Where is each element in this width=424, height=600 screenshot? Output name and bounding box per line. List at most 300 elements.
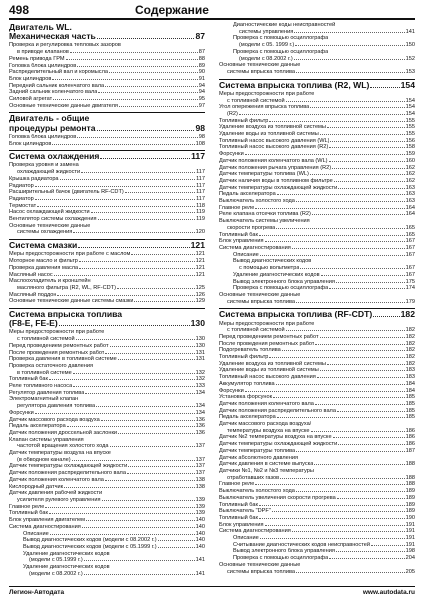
entry-title: Датчик положения распределительного вала [9,470,126,477]
toc-right-column [219,22,415,575]
toc-entry [219,238,415,245]
entry-page-number: 189 [405,488,415,495]
entry-title: Вывод электронного блока управления [233,278,335,285]
entry-title: Насос охлаждающей жидкости [9,209,90,216]
entry-page-number: 190 [405,514,415,521]
toc-entry [9,557,205,564]
toc-entry [9,265,205,272]
entry-page-number: 185 [405,414,415,421]
entry-title: Датчик массового расхода воздуха/ [219,421,312,428]
toc-entry [9,285,205,292]
section-title: Система смазки [9,240,78,251]
toc-entry [219,555,415,562]
entry-page-number: 154 [405,104,415,111]
entry-title: Датчик положения рычага управления (R2) [219,164,332,171]
section-title: (F8-E, FE-E) [9,318,58,329]
toc-entry [219,468,415,475]
entry-title: Клапан системы управления [9,436,84,443]
entry-title: Топливный бак [9,376,48,383]
toc-entry [219,205,415,212]
entry-page-number: 205 [405,568,415,575]
toc-entry [219,515,415,522]
toc-entry [9,571,205,578]
toc-entry [219,401,415,408]
toc-entry [9,176,205,183]
toc-entry [9,437,205,444]
entry-page-number: 167 [405,265,415,272]
entry-page-number: 204 [405,555,415,562]
toc-entry [219,158,415,165]
toc-entry [9,376,205,383]
toc-entry [219,178,415,185]
entry-title: Меры предосторожности при работе [219,90,315,97]
entry-page-number: 162 [405,164,415,171]
entry-title: Датчик давления рабочей жидкости [9,490,103,497]
section-title: Двигатель WL. [9,22,72,32]
entry-page-number: 139 [195,497,205,503]
entry-page-number: 182 [405,360,415,367]
toc-entry [219,548,415,555]
toc-entry [219,185,415,192]
toc-entry [219,198,415,205]
entry-page-number: 130 [195,342,205,349]
toc-entry [219,367,415,374]
toc-entry [219,495,415,502]
entry-title: Главное реле [219,204,255,211]
section-title: Система впрыска топлива (R2, WL) [219,79,370,90]
entry-title: Подогреватель топлива [219,347,281,354]
entry-title: Блок управления [219,238,264,245]
entry-title: Реле топливного насоса [9,383,73,390]
toc-section-heading [219,79,415,90]
entry-page-number: 137 [195,443,205,450]
entry-title: Датчик температуры воздуха на впуске [9,450,111,457]
entry-page-number: 186 [405,427,415,434]
toc-entry [219,321,415,328]
entry-title: системы управления [239,28,294,35]
entry-page-number: 133 [195,383,205,390]
toc-entry [9,203,205,210]
entry-title: Проверка давления в топливной системе [9,356,117,363]
toc-entry [219,455,415,462]
entry-page-number: 175 [405,278,415,285]
entry-title: Главное реле [219,481,255,488]
entry-title: Датчик температуры охлаждающей жидкости [219,441,338,448]
entry-page-number: 182 [405,333,415,340]
entry-title: Датчик положения коленчатого вала (WL) [219,157,328,164]
entry-page-number: 98 [198,133,205,140]
entry-page-number: 188 [405,461,415,468]
entry-page-number: 139 [195,510,205,517]
entry-page-number: 185 [405,400,415,407]
toc-entry [219,91,415,98]
entry-page-number: 131 [195,349,205,356]
toc-entry [219,285,415,292]
toc-entry [9,183,205,190]
toc-entry [9,336,205,343]
toc-entry [219,292,415,299]
entry-title: (модели с 08.2002 г.) [239,55,293,62]
toc-entry [219,232,415,239]
entry-page-number: 154 [405,110,415,117]
entry-title: Ремень привода ГРМ [9,55,65,62]
entry-page-number: 91 [198,75,205,82]
section-title: Механическая часть [9,31,96,42]
section-title: процедуры ремонта [9,122,96,133]
entry-title: Вывод диагностических кодов (модели с 08.2002 г.) [23,537,157,544]
entry-page-number: 140 [195,523,205,530]
entry-title: Топливный фильтр [219,117,269,124]
toc-entry [219,29,415,36]
entry-title: масляного фильтра (R2, WL, RF-CDT) [17,284,116,291]
entry-title: системы впрыска топлива [227,298,295,305]
entry-page-number: 119 [196,209,205,216]
entry-title: Выключатель "DPF" [219,508,271,515]
entry-page-number: 191 [405,528,415,535]
toc-entry [219,211,415,218]
entry-title: Датчик температуры топлива [219,447,296,454]
entry-page-number: 165 [405,231,415,238]
toc-section-heading [9,239,205,250]
entry-page-number: 183 [405,374,415,381]
entry-page-number: 155 [405,117,415,124]
entry-title: системы охлаждения [17,229,73,236]
toc-entry [219,475,415,482]
toc-entry [9,551,205,558]
toc-left-column [9,22,205,577]
entry-page-number: 132 [195,376,205,383]
page-number: 498 [9,3,30,17]
entry-title: Головка блока цилиндров [9,133,77,140]
toc-entry [219,245,415,252]
toc-entry [219,258,415,265]
section-page-number: 154 [400,79,415,90]
entry-title: Масляный поддон [9,291,57,298]
entry-title: Вывод диагностических кодов [233,258,312,265]
entry-title: Проверка с помощью осциллографа [233,35,329,42]
toc-entry [219,272,415,279]
entry-title: Система диагностирования [219,528,291,535]
entry-title: Вентилятор системы охлаждения [9,216,97,223]
entry-page-number: 188 [405,474,415,481]
entry-title: Датчик положения коленчатого вала [219,400,314,407]
entry-title: Основные технические данные [219,561,301,568]
toc-entry [219,421,415,428]
toc-entry [9,450,205,457]
section-page-number: 130 [190,318,205,329]
toc-entry [219,448,415,455]
entry-page-number: 121 [195,271,205,278]
toc-entry [219,144,415,151]
header-rule [9,18,415,20]
entry-page-number: 134 [195,403,205,410]
toc-entry [219,528,415,535]
entry-title: Датчик наличия воды в топливном фильтре [219,177,333,184]
entry-title: После проведения ремонтных работ [219,340,315,347]
entry-page-number: 155 [405,124,415,131]
entry-page-number: 182 [405,340,415,347]
toc-entry [219,535,415,542]
toc-entry [9,383,205,390]
toc-entry [219,225,415,232]
entry-title: Основные технические данные системы смазки [9,298,134,305]
page-footer [9,586,415,596]
toc-entry [219,265,415,272]
toc-entry [9,477,205,484]
entry-page-number: 120 [195,229,205,236]
entry-page-number: 117 [196,182,205,189]
entry-title: Реле клапана отсечки топлива (R2) [219,211,311,218]
entry-page-number: 94 [198,82,205,89]
entry-page-number: 139 [195,503,205,510]
entry-title: Удаление воздуха из топливной системы [219,124,326,131]
entry-title: Крышка радиатора [9,175,59,182]
toc-entry [9,524,205,531]
entry-title: системы впрыска топлива [227,68,295,75]
entry-page-number: 189 [405,508,415,515]
toc-entry [9,510,205,517]
entry-title: Проверка остаточного давления [9,362,94,369]
toc-entry [9,162,205,169]
entry-page-number: 164 [405,211,415,218]
entry-page-number: 117 [196,195,205,202]
entry-page-number: 130 [195,336,205,343]
entry-title: Описание [233,251,259,258]
entry-page-number: 136 [195,423,205,430]
entry-page-number: 117 [196,169,205,176]
toc-entry [9,504,205,511]
toc-entry [9,96,205,103]
entry-title: Топливный фильтр [219,354,269,361]
toc-entry [9,189,205,196]
entry-title: Форсунки [9,409,34,416]
entry-page-number: 131 [195,356,205,363]
section-page-number: 87 [195,31,205,42]
entry-title: с топливной системой [17,336,75,343]
footer-publisher: Легион-Автодата [9,589,65,596]
entry-title: скорости прогрева [227,224,276,231]
toc-entry [9,229,205,236]
toc-entry [9,417,205,424]
section-page-number: 98 [195,122,205,133]
entry-title: Силовой агрегат [9,96,53,103]
toc-entry [219,334,415,341]
toc-entry [9,443,205,450]
toc-entry [219,118,415,125]
entry-title: Датчик положения коленчатого вала [9,476,104,483]
toc-entry [9,343,205,350]
entry-title: Перед проведением ремонтных работ [219,333,319,340]
toc-entry [219,408,415,415]
toc-entry [219,111,415,118]
entry-page-number: 117 [196,189,205,196]
entry-title: Датчик массового расхода воздуха [9,416,100,423]
entry-title: Масляный насос [9,271,53,278]
toc-entry [9,390,205,397]
toc-entry [219,327,415,334]
toc-section-heading [219,308,415,319]
toc-entry [219,434,415,441]
entry-page-number: 118 [196,202,205,209]
entry-title: Система диагностирования [9,523,81,530]
toc-entry [9,363,205,370]
toc-entry [9,457,205,464]
entry-page-number: 160 [405,157,415,164]
entry-page-number: 89 [198,62,205,69]
toc-entry [219,22,415,29]
toc-section-heading [9,112,205,132]
toc-entry [219,569,415,576]
toc-entry [219,488,415,495]
entry-title: регулятора давления топлива [17,403,96,410]
entry-title: Блок управления двигателем [9,517,86,524]
toc-entry [219,279,415,286]
entry-title: Вывод электронного блока управления [233,548,335,555]
toc-entry [219,428,415,435]
entry-page-number: 182 [405,327,415,334]
entry-title: в топливной системе [17,369,72,376]
entry-title: Кислородный датчик [9,483,64,490]
entry-title: Главное реле [9,503,45,510]
toc-entry [9,470,205,477]
toc-entry [9,196,205,203]
entry-page-number: 182 [405,354,415,361]
entry-title: Датчик №2 температуры воздуха на впуске [219,434,332,441]
entry-title: Распределительный вал и коромысла [9,69,108,76]
entry-title: Описание [23,530,49,537]
entry-title: Вывод диагностических кодов (модели с 05.1999 г.) [23,543,157,550]
toc-entry [9,430,205,437]
entry-page-number: 189 [405,494,415,501]
toc-entry [9,350,205,357]
toc-entry [9,396,205,403]
entry-title: Датчик абсолютного давления [219,454,298,461]
toc-entry [219,414,415,421]
entry-title: отработавших газов [227,474,280,481]
entry-page-number: 154 [405,97,415,104]
footer-website: www.autodata.ru [362,589,415,596]
entry-page-number: 186 [405,434,415,441]
toc-entry [9,56,205,63]
entry-title: Удаление воды из топливной системы [219,131,319,138]
entry-title: Датчик давления в системе выпуска [219,461,314,468]
toc-entry [219,138,415,145]
entry-page-number: 174 [405,285,415,292]
entry-page-number: 136 [195,429,205,436]
toc-section-heading [9,150,205,161]
entry-title: Регулятор давления топлива [9,389,85,396]
toc-entry [219,104,415,111]
entry-page-number: 184 [405,387,415,394]
entry-title: Радиатор [9,182,34,189]
toc-entry [9,370,205,377]
toc-entry [9,403,205,410]
entry-page-number: 126 [195,291,205,298]
entry-title: Меры предосторожности при работе с маслом [9,251,131,258]
entry-title: частотой вращения холостого хода [17,443,109,450]
entry-page-number: 137 [195,470,205,477]
page-title: Содержание [135,3,209,17]
toc-entry [219,341,415,348]
toc-entry [9,292,205,299]
toc-entry [9,76,205,83]
entry-title: Датчик температуры топлива (WL) [219,171,309,178]
toc-entry [9,517,205,524]
toc-entry [9,69,205,76]
entry-page-number: 119 [196,216,205,223]
entry-page-number: 156 [405,137,415,144]
entry-title: Диагностические коды неисправностей [233,22,336,28]
entry-page-number: 134 [195,389,205,396]
entry-page-number: 164 [405,204,415,211]
toc-entry [219,562,415,569]
toc-entry [9,272,205,279]
entry-page-number: 137 [195,463,205,470]
entry-title: Передний сальник коленчатого вала [9,82,105,89]
section-page-number: 182 [400,309,415,320]
entry-page-number: 132 [195,369,205,376]
entry-page-number: 183 [405,367,415,374]
section-title: Система впрыска топлива (RF-CDT) [219,309,373,320]
toc-entry [219,98,415,105]
entry-title: Датчики №1, №2 и №3 температуры [219,468,314,474]
entry-page-number: 162 [405,171,415,178]
entry-title: Датчик положения распределительного вала [219,407,336,414]
entry-title: Выключатель холостого хода [219,198,295,205]
entry-title: Основные технические данные [9,222,91,229]
entry-page-number: 87 [198,49,205,56]
entry-title: Датчик температуры охлаждающей жидкости [9,463,128,470]
entry-title: Выключатель увеличения скорости прогрева [219,494,336,501]
entry-page-number: 134 [195,409,205,416]
toc-entry [219,191,415,198]
toc-entry [219,299,415,306]
entry-page-number: 162 [405,177,415,184]
toc-entry [9,423,205,430]
entry-page-number: 188 [405,481,415,488]
entry-title: Удаление воздуха из топливной системы [219,360,326,367]
entry-page-number: 185 [405,394,415,401]
entry-page-number: 159 [405,151,415,158]
entry-title: Радиатор [9,195,34,202]
toc-entry [9,410,205,417]
toc-entry [219,42,415,49]
toc-entry [219,508,415,515]
entry-title: охлаждающей жидкости [17,169,81,176]
entry-page-number: 152 [405,55,415,62]
entry-title: Проверка уровня и замена [9,162,79,169]
toc-entry [219,461,415,468]
section-title: Система впрыска топлива [9,309,123,320]
entry-title: Выключатель системы увеличения [219,218,310,225]
entry-page-number: 141 [195,570,205,577]
entry-page-number: 108 [195,140,205,147]
entry-title: с топливной системой [227,327,285,334]
toc-entry [9,141,205,148]
entry-page-number: 129 [195,298,205,305]
toc-section-heading [9,308,205,328]
entry-page-number: 125 [195,284,205,291]
entry-page-number: 167 [405,271,415,278]
entry-title: После проведения ремонтных работ [9,349,105,356]
toc-entry [9,463,205,470]
entry-title: Аккумулятор топлива [219,380,275,387]
toc-entry [9,251,205,258]
entry-title: Форсунки [219,151,244,158]
entry-title: с помощью вольтметра [239,265,300,272]
toc-entry [9,103,205,110]
entry-title: Педаль акселератора [9,423,66,430]
